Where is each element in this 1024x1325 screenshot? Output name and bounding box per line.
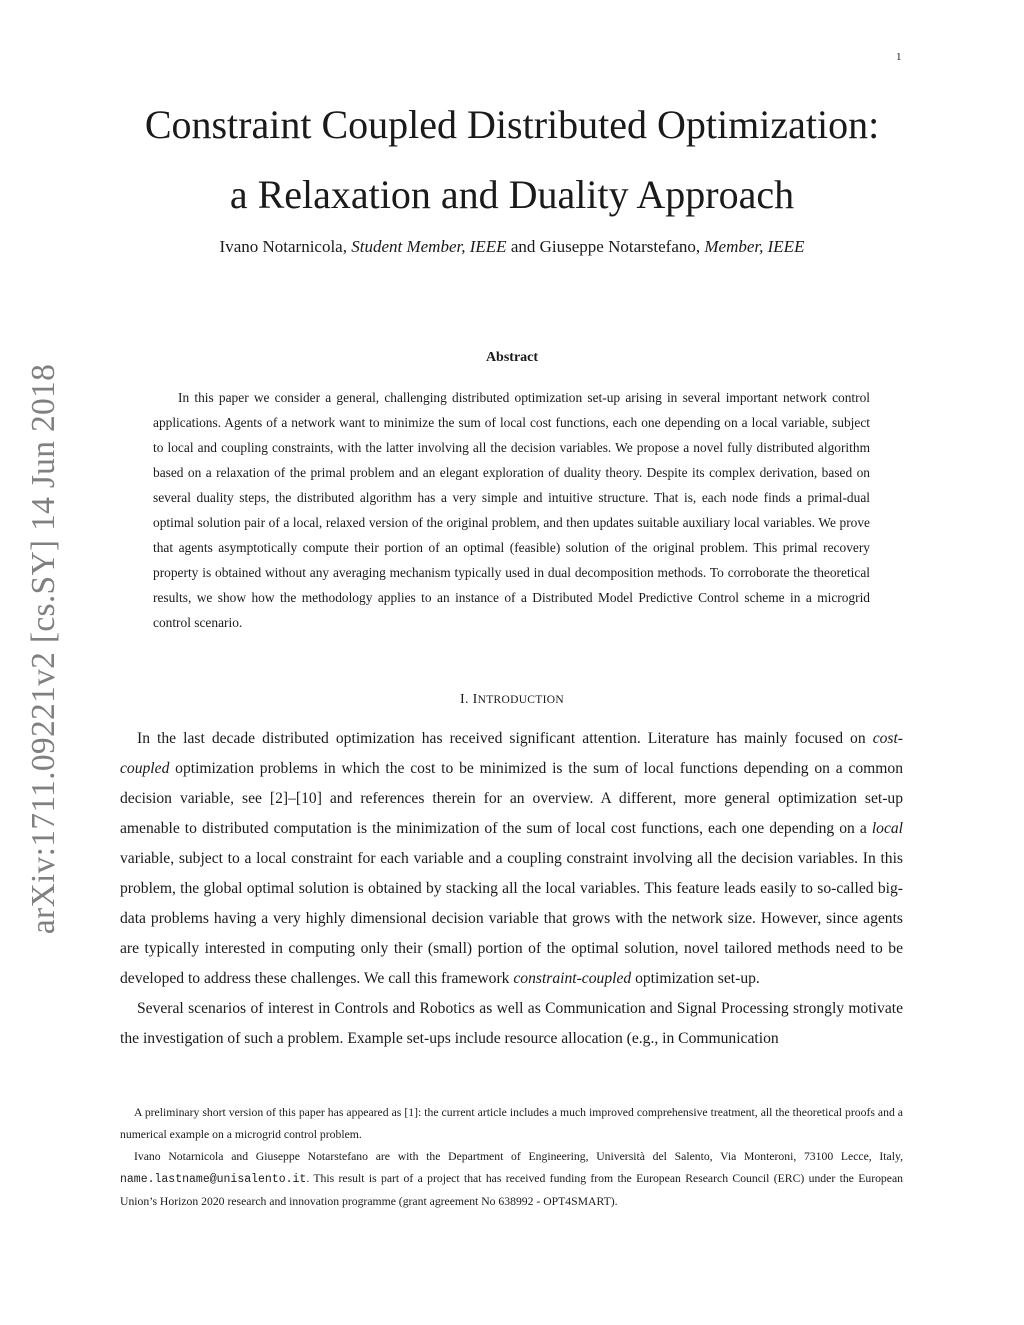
author-1-role: Student Member, IEEE (351, 237, 507, 256)
intro-p1-text-a: In the last decade distributed optimization has received significant attention. Literature has mainly focused on (137, 730, 873, 747)
section-title-initial: I (472, 692, 478, 707)
title-line-1: Constraint Coupled Distributed Optimization: (144, 102, 880, 147)
author-2-role: Member, IEEE (704, 237, 805, 256)
author-email: name.lastname@unisalento.it (120, 1173, 307, 1186)
intro-p1-text-b: optimization problems in which the cost to be minimized is the sum of local functions depending on a common decision variable, see [2]–[10] and references therein for an overview. A different, more general optimization set-up amenable to distributed computation is the minimization of the sum of local cost functions, each one depending on a (120, 760, 903, 837)
abstract-heading: Abstract (485, 350, 539, 365)
introduction-body (120, 724, 903, 1054)
arxiv-identifier: arXiv:1711.09221v2 [cs.SY] 14 Jun 2018 (25, 363, 62, 935)
abstract-text: In this paper we consider a general, challenging distributed optimization set-up arising in several important network control applications. Agents of a network want to minimize the sum of local cost functions, each one depending on a local variable, subject to local and coupling constraints, with the latter involving all the decision variables. We propose a novel fully distributed algorithm based on a relaxation of the primal problem and an elegant exploration of duality theory. Despite its complex derivation, based on several duality steps, the distributed algorithm has a very simple and intuitive structure. That is, each node finds a primal-dual optimal solution pair of a local, relaxed version of the original problem, and then updates suitable auxiliary local variables. We prove that agents asymptotically compute their portion of an optimal (feasible) solution of the original problem. This primal recovery property is obtained without any averaging mechanism typically used in dual decomposition methods. To corroborate the theoretical results, we show how the methodology applies to an instance of a Distributed Model Predictive Control scheme in a microgrid control scenario. (153, 390, 870, 630)
footnote-1: A preliminary short version of this paper has appeared as [1]: the current article includes a much improved comprehensive treatment, all the theoretical proofs and a numerical example on a microgrid control problem. (120, 1106, 903, 1141)
paper-title (0, 90, 1024, 230)
intro-p1-emphasis-constraint-coupled: constraint-coupled (513, 970, 632, 987)
page-number: 1 (896, 51, 902, 63)
intro-paragraph-2: Several scenarios of interest in Controls and Robotics as well as Communication and Signal Processing strongly motivate the investigation of such a problem. Example set-ups include resource allocation (e.g., in Communication (120, 1000, 903, 1047)
intro-paragraph-1 (120, 724, 903, 994)
footnote-2-text-b: . This result is part of a project that has received funding from the European Research Council (ERC) under the European Union’s Horizon 2020 research and innovation programme (grant agreement No 638992 - OPT4SMART). (120, 1172, 903, 1208)
title-line-2: a Relaxation and Duality Approach (229, 172, 795, 217)
footnotes (120, 1102, 903, 1213)
author-conjunction: and (510, 237, 536, 256)
section-number: I. (460, 692, 469, 707)
intro-p1-text-d: optimization set-up. (631, 970, 760, 987)
author-line (0, 236, 1024, 258)
intro-p1-emphasis-cost-coupled: cost-coupled (120, 730, 903, 777)
footnote-2 (120, 1146, 903, 1213)
intro-p1-emphasis-local: local (871, 820, 903, 837)
author-1-name: Ivano Notarnicola, (219, 237, 347, 256)
intro-p1-text-c: variable, subject to a local constraint for each variable and a coupling constraint involving all the decision variables. In this problem, the global optimal solution is obtained by stacking all the local variables. This feature leads easily to so-called big-data problems having a very highly dimensional decision variable that grows with the network size. However, since agents are typically interested in computing only their (small) portion of the optimal solution, novel tailored methods need to be developed to address these challenges. We call this framework (120, 850, 903, 987)
section-heading-introduction (0, 692, 1024, 708)
author-2-name: Giuseppe Notarstefano, (539, 237, 701, 256)
footnote-2-text-a: Ivano Notarnicola and Giuseppe Notarstefano are with the Department of Engineering, Università del Salento, Via Monteroni, 73100 Lecce, Italy, (134, 1150, 903, 1163)
section-title-rest: NTRODUCTION (477, 694, 564, 706)
